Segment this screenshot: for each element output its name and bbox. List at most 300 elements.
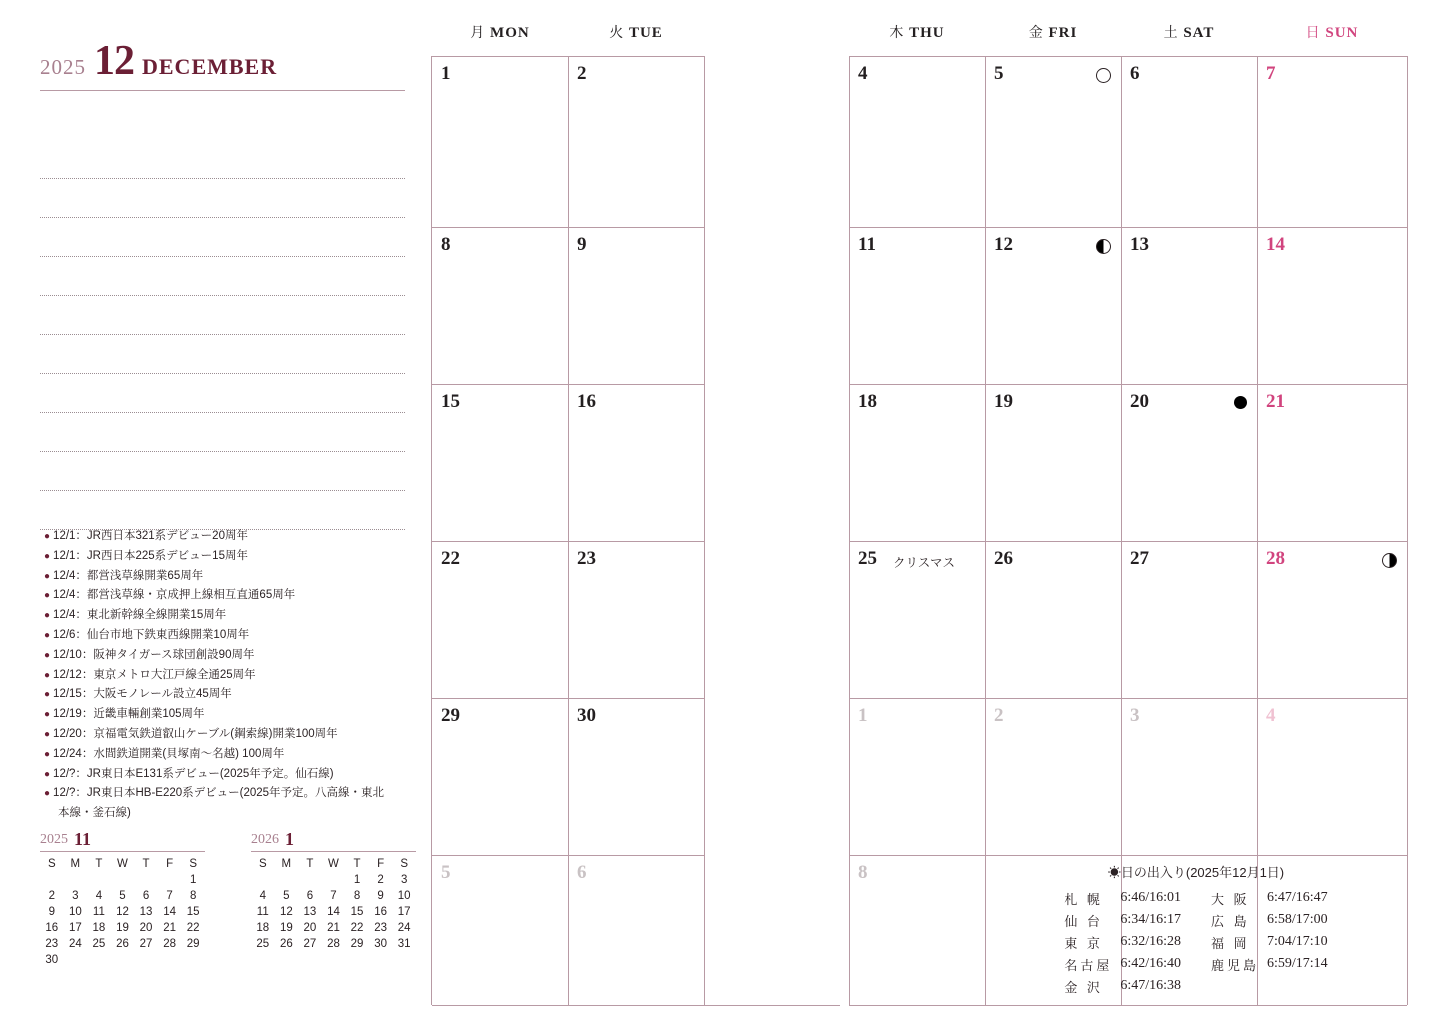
- mini-day-cell: 9: [48, 906, 55, 918]
- mini-week-row: [40, 952, 205, 968]
- weekday-column: [568, 18, 704, 56]
- event-text: 12/15：大阪モノレール設立45周年: [53, 688, 232, 701]
- sunrise-sunset-time: 6:47/16:47: [1267, 890, 1328, 905]
- left-panel: [0, 0, 432, 1027]
- day-number: 11: [858, 234, 876, 255]
- mini-day-cell: 19: [116, 922, 129, 934]
- day-number: 26: [994, 548, 1013, 569]
- table-row: [1060, 909, 1331, 931]
- mini-day-cell: 23: [45, 938, 59, 950]
- weekday-column: [1121, 18, 1257, 56]
- list-item: [44, 745, 424, 765]
- mini-day-cell: [275, 872, 299, 888]
- memo-line[interactable]: [40, 335, 405, 374]
- weekday-header-sat: [1121, 18, 1257, 56]
- mini-day-cell: 10: [397, 890, 411, 902]
- day-cell[interactable]: [849, 855, 985, 1011]
- moon-phase-icon: [1234, 396, 1247, 409]
- mini-day-cell: 31: [397, 938, 411, 950]
- city-name: 東 京: [1064, 935, 1103, 951]
- day-number: 6: [577, 862, 587, 883]
- mini-day-cell: 17: [397, 906, 411, 918]
- mini-day-cell: [64, 872, 88, 888]
- city-name: 金 沢: [1064, 979, 1103, 995]
- bullet-icon: ●: [44, 570, 51, 582]
- mini-day-cell: 5: [119, 890, 126, 902]
- mini-day-cell: 26: [116, 938, 129, 950]
- mini-week-row: [40, 872, 205, 888]
- weekday-column: [849, 18, 985, 56]
- city-name: 福 岡: [1211, 935, 1250, 951]
- list-item: [44, 586, 424, 606]
- list-item: [44, 606, 424, 626]
- list-item: [44, 685, 424, 705]
- day-cell[interactable]: [1257, 541, 1407, 699]
- mini-day-cell: 1: [189, 874, 197, 886]
- list-item: [44, 765, 424, 785]
- day-number: 12: [994, 234, 1013, 255]
- mini-day-cell: [64, 952, 88, 968]
- day-cell[interactable]: [568, 855, 704, 1011]
- memo-line[interactable]: [40, 179, 405, 218]
- event-text: 12/10：阪神タイガース球団創設90周年: [53, 648, 255, 661]
- mini-dow-header: F: [377, 858, 385, 870]
- day-cell[interactable]: [985, 384, 1121, 542]
- day-number: 7: [1266, 63, 1276, 84]
- mini-day-cell: 18: [256, 922, 270, 934]
- day-cell[interactable]: [432, 855, 568, 1011]
- event-text: 12/24：水間鉄道開業(貝塚南〜名越) 100周年: [53, 747, 285, 760]
- day-number: 21: [1266, 391, 1285, 412]
- city-name: [1185, 975, 1263, 997]
- mini-day-cell: 7: [166, 890, 173, 902]
- mini-day-cell: [87, 872, 111, 888]
- day-cell[interactable]: [985, 541, 1121, 699]
- mini-day-cell: [134, 952, 158, 968]
- mini-day-cell: 17: [68, 922, 82, 934]
- mini-dow-header: T: [142, 858, 150, 870]
- bullet-icon: ●: [44, 550, 51, 562]
- sunrise-title: ☀日の出入り(2025年12月1日): [1107, 865, 1285, 880]
- mini-day-cell: 27: [139, 938, 153, 950]
- sunrise-sunset-time: 7:04/17:10: [1267, 934, 1328, 949]
- mini-day-cell: [158, 872, 182, 888]
- mini-dow-header: S: [258, 858, 267, 870]
- day-cell[interactable]: [985, 698, 1121, 856]
- weekday-header-thu: [849, 18, 985, 56]
- memo-line[interactable]: [40, 413, 405, 452]
- bullet-icon: ●: [44, 709, 51, 721]
- weekday-header-sun: [1257, 18, 1407, 56]
- grid-bottom-border: [849, 1005, 985, 1006]
- mini-dow-header: F: [166, 858, 174, 870]
- day-cell[interactable]: [568, 541, 704, 699]
- mini-day-cell: [111, 952, 135, 968]
- day-number: 16: [577, 391, 596, 412]
- weekday-label-jp: 火: [609, 26, 625, 41]
- mini-day-cell: 25: [256, 938, 270, 950]
- grid-divider: [1407, 56, 1408, 1005]
- mini-day-cell: 18: [92, 922, 106, 934]
- bullet-icon: ●: [44, 788, 51, 800]
- list-item: [44, 527, 424, 547]
- mini-day-cell: 10: [68, 906, 82, 918]
- list-item: [44, 725, 424, 745]
- day-number: 2: [577, 63, 587, 84]
- mini-day-cell: 24: [397, 922, 411, 934]
- bullet-icon: ●: [44, 748, 51, 760]
- day-number: 4: [858, 63, 868, 84]
- mini-day-cell: 13: [139, 906, 153, 918]
- mini-day-cell: [134, 872, 158, 888]
- mini-day-cell: 14: [163, 906, 176, 918]
- mini-week-row: [40, 904, 205, 920]
- mini-dow-header: S: [47, 858, 56, 870]
- sunrise-sunset-time: 6:46/16:01: [1120, 890, 1181, 905]
- day-number: 13: [1130, 234, 1149, 255]
- grid-bottom-border: [432, 1005, 568, 1006]
- anniversary-list: [44, 527, 424, 823]
- day-cell[interactable]: [432, 384, 568, 542]
- weekday-label-jp: 金: [1028, 26, 1044, 41]
- mini-day-cell: [251, 872, 275, 888]
- day-cell[interactable]: [1257, 227, 1407, 385]
- weekday-label-jp: 木: [889, 26, 905, 41]
- mini-dow-header: T: [353, 858, 361, 870]
- mini-dow-header: S: [189, 858, 198, 870]
- mini-grid-prev: [40, 856, 205, 968]
- mini-day-cell: 28: [327, 938, 340, 950]
- event-text: 12/?：JR東日本HB-E220系デビュー(2025年予定。八高線・東北: [53, 787, 385, 800]
- grid-divider: [849, 56, 850, 1005]
- event-text: 12/?：JR東日本E131系デビュー(2025年予定。仙石線): [53, 767, 334, 780]
- mini-dow-header: W: [117, 858, 128, 870]
- day-cell[interactable]: [1121, 56, 1257, 228]
- day-cell[interactable]: [849, 698, 985, 856]
- mini-day-cell: 4: [259, 890, 266, 902]
- day-number: 15: [441, 391, 460, 412]
- mini-dow-header: M: [70, 858, 81, 870]
- mini-day-cell: 16: [374, 906, 387, 918]
- mini-dow-header: S: [400, 858, 409, 870]
- memo-line[interactable]: [40, 491, 405, 530]
- mini-dow-header: T: [95, 858, 103, 870]
- weekday-column: [432, 18, 568, 56]
- mini-day-cell: [298, 872, 322, 888]
- day-number: 20: [1130, 391, 1149, 412]
- weekday-label-en: SAT: [1178, 25, 1215, 41]
- day-number: 9: [577, 234, 587, 255]
- day-cell[interactable]: [432, 698, 568, 856]
- day-cell[interactable]: [849, 384, 985, 542]
- mini-day-cell: 11: [92, 906, 105, 918]
- mini-day-cell: 11: [256, 906, 269, 918]
- day-cell[interactable]: [1121, 698, 1257, 856]
- day-cell[interactable]: [1121, 541, 1257, 699]
- day-number: 5: [441, 862, 451, 883]
- memo-line[interactable]: [40, 374, 405, 413]
- mini-day-cell: 3: [400, 874, 408, 886]
- mini-week-row: [40, 920, 205, 936]
- day-number: 4: [1266, 705, 1276, 726]
- mini-day-cell: 2: [377, 874, 384, 886]
- day-cell[interactable]: [568, 56, 704, 228]
- month-grid: [432, 18, 1407, 1003]
- title-year: 2025: [40, 54, 86, 79]
- table-row: [1060, 975, 1331, 997]
- day-cell[interactable]: [432, 541, 568, 699]
- day-number: 18: [858, 391, 877, 412]
- bullet-icon: ●: [44, 531, 51, 542]
- bullet-icon: ●: [44, 669, 51, 681]
- event-text: 12/1：JR西日本225系デビュー15周年: [53, 549, 248, 562]
- weekday-label-jp: 月: [470, 26, 486, 41]
- sunrise-sunset-time: 6:32/16:28: [1120, 934, 1181, 949]
- day-number: 22: [441, 548, 460, 569]
- mini-day-cell: 25: [92, 938, 106, 950]
- mini-day-cell: 4: [95, 890, 103, 902]
- mini-day-cell: 26: [279, 938, 293, 950]
- mini-day-cell: [322, 872, 346, 888]
- mini-week-row: [251, 936, 416, 952]
- bullet-icon: ●: [44, 629, 51, 641]
- mini-day-cell: 8: [353, 890, 361, 902]
- bullet-icon: ●: [44, 590, 51, 602]
- sunrise-sunset-time: 6:42/16:40: [1120, 956, 1181, 971]
- day-number: 5: [994, 63, 1004, 84]
- mini-week-row: [40, 936, 205, 952]
- day-cell[interactable]: [432, 227, 568, 385]
- city-name: 広 島: [1211, 913, 1250, 929]
- mini-day-cell: 13: [303, 906, 317, 918]
- mini-day-cell: 21: [163, 922, 176, 934]
- mini-dow-header: M: [281, 858, 292, 870]
- grid-bottom-border: [704, 1005, 840, 1006]
- grid-divider: [568, 56, 569, 1005]
- mini-calendar-next: [251, 830, 416, 968]
- day-number: 27: [1130, 548, 1149, 569]
- mini-week-row: [40, 888, 205, 904]
- mini-day-cell: 6: [306, 890, 314, 902]
- bullet-icon: ●: [44, 768, 51, 780]
- mini-day-cell: 29: [186, 938, 200, 950]
- weekday-column: [1257, 18, 1407, 56]
- weekday-label-jp: 日: [1305, 26, 1321, 41]
- mini-day-cell: [40, 872, 64, 888]
- weekday-label-en: MON: [485, 25, 530, 41]
- day-number: 1: [858, 705, 868, 726]
- mini-day-cell: 5: [283, 890, 290, 902]
- mini-day-cell: 12: [116, 906, 129, 918]
- list-item: [44, 705, 424, 725]
- day-number: 8: [441, 234, 451, 255]
- mini-day-cell: 23: [374, 922, 387, 934]
- mini-year: 2026: [251, 832, 279, 847]
- mini-day-cell: 9: [377, 890, 384, 902]
- mini-day-cell: 21: [327, 922, 340, 934]
- day-number: 19: [994, 391, 1013, 412]
- day-number: 14: [1266, 234, 1285, 255]
- sunrise-sunset-time: [1263, 975, 1332, 997]
- mini-calendar-prev: [40, 830, 205, 968]
- mini-day-cell: 22: [186, 922, 200, 934]
- weekday-column: [985, 18, 1121, 56]
- memo-area[interactable]: [40, 140, 405, 530]
- bullet-icon: ●: [44, 649, 51, 661]
- day-cell[interactable]: [1121, 384, 1257, 542]
- event-text: 12/20：京福電気鉄道叡山ケーブル(鋼索線)開業100周年: [53, 727, 338, 740]
- moon-phase-icon: [1382, 553, 1397, 568]
- title-month-number: 12: [94, 38, 134, 84]
- mini-calendar-header: [40, 830, 205, 852]
- mini-month: 11: [74, 829, 92, 849]
- mini-day-cell: 3: [72, 890, 79, 902]
- bullet-icon: ●: [44, 610, 51, 622]
- day-cell[interactable]: [1257, 384, 1407, 542]
- day-cell[interactable]: [1121, 227, 1257, 385]
- list-item: [44, 646, 424, 666]
- list-item: [44, 666, 424, 686]
- day-number: 28: [1266, 548, 1285, 569]
- mini-day-cell: 20: [303, 922, 317, 934]
- mini-dow-header: W: [328, 858, 339, 870]
- day-number: 6: [1130, 63, 1140, 84]
- list-item: [44, 784, 399, 823]
- event-text-continued: 本線・釜石線): [58, 807, 131, 820]
- day-cell[interactable]: [432, 56, 568, 228]
- weekday-label-en: FRI: [1043, 25, 1078, 41]
- grid-bottom-border: [568, 1005, 704, 1006]
- day-cell[interactable]: [568, 227, 704, 385]
- event-text: 12/6：仙台市地下鉄東西線開業10周年: [53, 628, 250, 641]
- mini-week-row: [251, 888, 416, 904]
- day-number: 23: [577, 548, 596, 569]
- mini-day-cell: [158, 952, 182, 968]
- weekday-label-en: SUN: [1320, 25, 1359, 41]
- mini-day-cell: 14: [327, 906, 340, 918]
- weekday-label-jp: 土: [1163, 26, 1179, 41]
- mini-day-cell: 12: [279, 906, 293, 918]
- memo-line[interactable]: [40, 257, 405, 296]
- city-name: 鹿児島: [1211, 957, 1260, 973]
- table-row: [1060, 931, 1331, 953]
- mini-week-row: [251, 872, 416, 888]
- event-text: 12/1：JR西日本321系デビュー20周年: [53, 530, 248, 542]
- mini-calendars: [40, 830, 416, 968]
- day-cell[interactable]: [568, 698, 704, 856]
- moon-phase-icon: [1096, 239, 1111, 254]
- weekday-header-tue: [568, 18, 704, 56]
- mini-day-cell: 19: [279, 922, 293, 934]
- day-cell[interactable]: [849, 227, 985, 385]
- mini-day-cell: 7: [330, 890, 337, 902]
- moon-phase-icon: [1096, 68, 1111, 83]
- sunrise-table: [1060, 887, 1331, 997]
- day-cell[interactable]: [1257, 698, 1407, 856]
- mini-day-cell: 15: [350, 906, 364, 918]
- event-text: 12/4：都営浅草線開業65周年: [53, 569, 204, 582]
- holiday-label: クリスマス: [893, 556, 956, 570]
- sunrise-sunset-box: [985, 855, 1407, 1010]
- city-name: 大 阪: [1211, 891, 1250, 907]
- table-row: [1060, 887, 1331, 909]
- sunrise-sunset-time: 6:34/16:17: [1120, 912, 1181, 927]
- day-number: 1: [441, 63, 451, 84]
- month-title: [40, 38, 405, 91]
- weekday-label-en: THU: [904, 25, 945, 41]
- mini-day-cell: 8: [189, 890, 197, 902]
- day-cell[interactable]: [568, 384, 704, 542]
- day-number: 30: [577, 705, 596, 726]
- bullet-icon: ●: [44, 728, 51, 740]
- mini-month: 1: [285, 829, 294, 849]
- group-gap: [705, 18, 849, 1018]
- day-number: 3: [1130, 705, 1140, 726]
- mini-day-cell: 16: [45, 922, 59, 934]
- title-month-name: DECEMBER: [142, 53, 278, 79]
- mini-day-cell: 6: [142, 890, 150, 902]
- mini-day-cell: 2: [48, 890, 55, 902]
- memo-line[interactable]: [40, 218, 405, 257]
- day-cell[interactable]: [985, 227, 1121, 385]
- mini-year: 2025: [40, 832, 68, 847]
- mini-week-row: [251, 904, 416, 920]
- mini-day-cell: 15: [186, 906, 200, 918]
- grid-divider: [431, 56, 432, 1005]
- mini-day-cell: 27: [303, 938, 317, 950]
- day-cell[interactable]: [985, 56, 1121, 228]
- weekday-header-mon: [432, 18, 568, 56]
- mini-dow-header: T: [306, 858, 314, 870]
- table-row: [1060, 953, 1331, 975]
- sunrise-sunset-time: 6:47/16:38: [1120, 978, 1181, 993]
- weekday-header-fri: [985, 18, 1121, 56]
- memo-line[interactable]: [40, 296, 405, 335]
- day-cell[interactable]: [849, 56, 985, 228]
- mini-day-cell: 29: [350, 938, 364, 950]
- day-cell[interactable]: [849, 541, 985, 699]
- memo-line[interactable]: [40, 140, 405, 179]
- mini-week-row: [251, 920, 416, 936]
- mini-day-cell: [111, 872, 135, 888]
- weekday-label-en: TUE: [624, 25, 663, 41]
- list-item: [44, 626, 424, 646]
- day-number: 8: [858, 862, 868, 883]
- memo-line[interactable]: [40, 452, 405, 491]
- sunrise-sunset-time: 6:58/17:00: [1267, 912, 1328, 927]
- mini-day-cell: 20: [139, 922, 153, 934]
- mini-day-cell: 30: [45, 954, 59, 966]
- list-item: [44, 547, 424, 567]
- day-cell[interactable]: [1257, 56, 1407, 228]
- city-name: 札 幌: [1064, 891, 1103, 907]
- mini-day-cell: 22: [350, 922, 364, 934]
- mini-grid-next: [251, 856, 416, 952]
- day-number: 25: [858, 548, 877, 569]
- bullet-icon: ●: [44, 689, 51, 701]
- mini-day-cell: [181, 952, 205, 968]
- mini-calendar-header: [251, 830, 416, 852]
- day-number: 2: [994, 705, 1004, 726]
- mini-day-cell: 24: [68, 938, 82, 950]
- mini-day-cell: [87, 952, 111, 968]
- event-text: 12/19：近畿車輛創業105周年: [53, 708, 205, 721]
- city-name: 名古屋: [1064, 957, 1113, 973]
- sunrise-sunset-time: 6:59/17:14: [1267, 956, 1328, 971]
- list-item: [44, 567, 424, 587]
- mini-day-cell: 30: [374, 938, 387, 950]
- event-text: 12/4：都営浅草線・京成押上線相互直通65周年: [53, 589, 296, 602]
